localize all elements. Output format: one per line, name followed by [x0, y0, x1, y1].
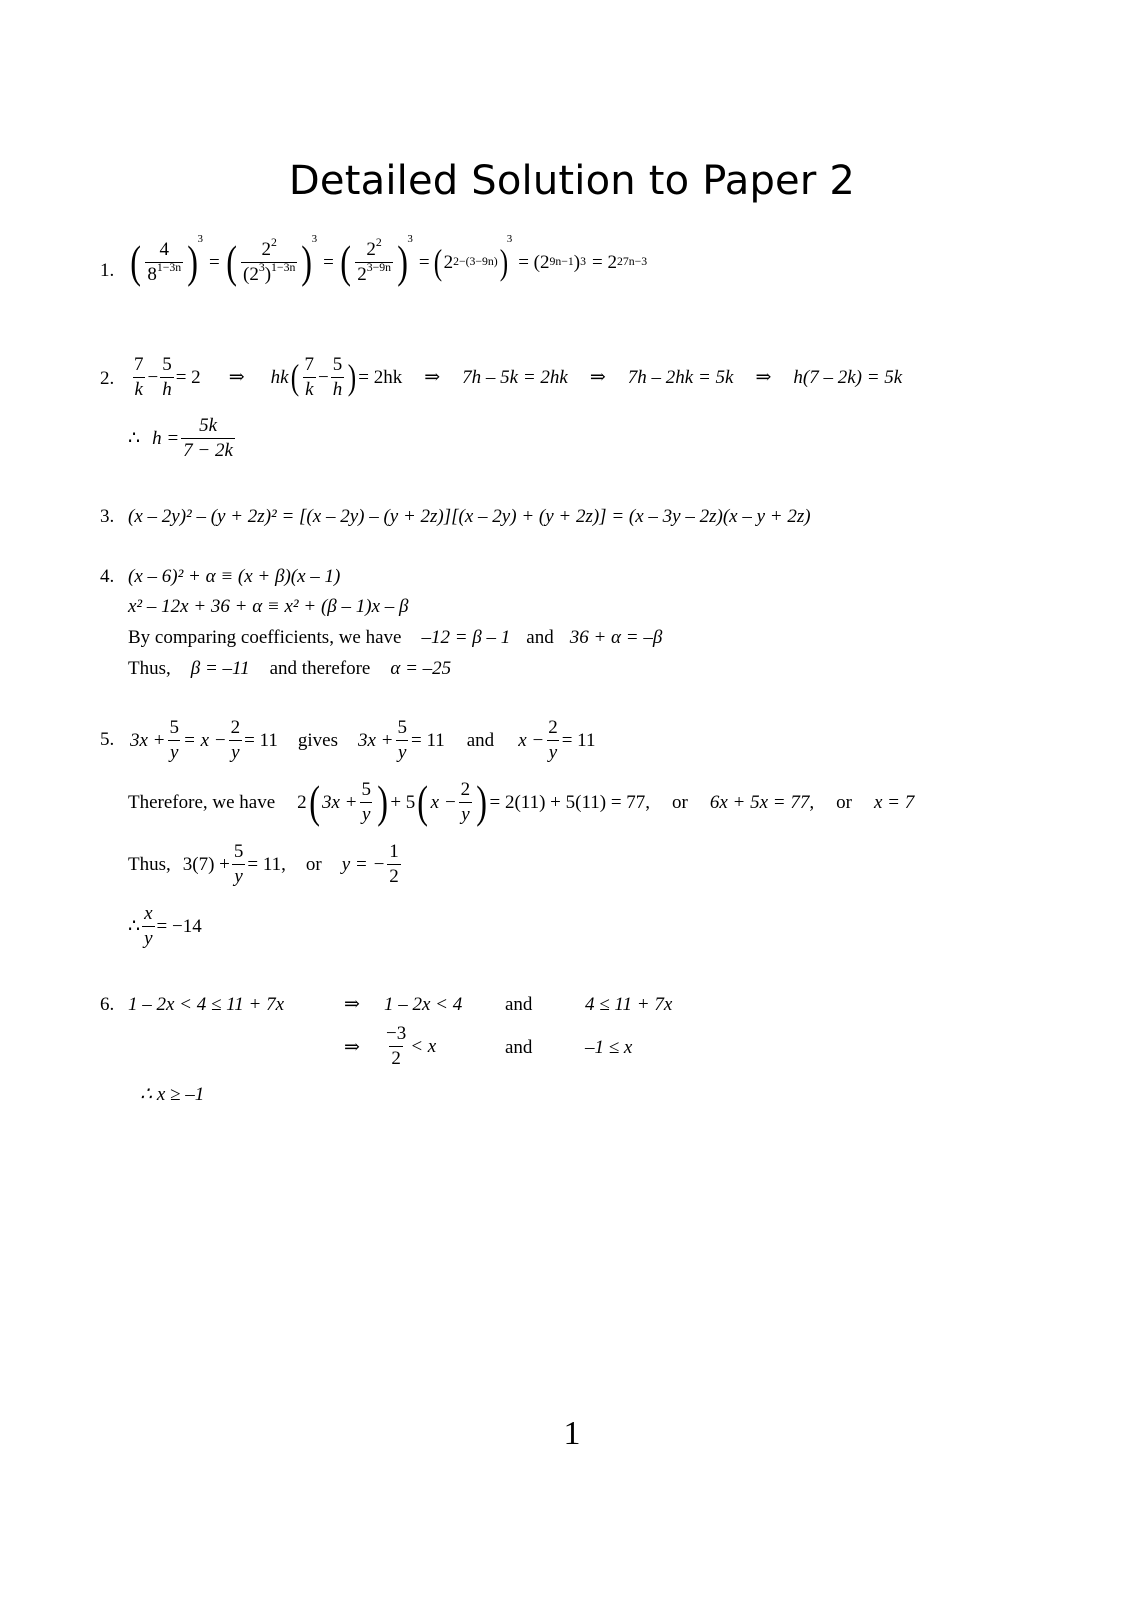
q6-arrow-2: ⇒ — [344, 1037, 360, 1058]
q5-line-1: 3x + $\frac{5}{y}$ = x − $\frac{2}{y}$ = 11 gives 3x + $\frac{5}{y}$ = 11 and x − $\frac{2}{y}$ = 11 — [130, 716, 596, 763]
q3-equation: (x – 2y)² – (y + 2z)² = [(x – 2y) – (y + 2z)][(x – 2y) + (y + 2z)] = (x – 3y – 2z)(x – y + 2z) — [128, 506, 811, 527]
q6-and-2: and — [505, 1037, 533, 1058]
q1-fraction-2: $\frac{2^2}{(2^3)^{1-3n}}$ — [243, 235, 296, 285]
q6-inequality: 1 – 2x < 4 ≤ 11 + 7x — [128, 994, 285, 1015]
q1-equation: ( $\frac{4}{8^{1-3n}}$ ) 3 = ( $\frac{2^2}{(2^3)^{1-3n}}$ ) 3 = ( $\frac{2^2}{2^{3-9n}}$ ) 3 = ( 2 2−(3−9n) ) 3 = (2 9n−1 ) 3 = 2 27n−3 — [130, 233, 648, 287]
q4-line-2: x² – 12x + 36 + α ≡ x² + (β – 1)x – β — [128, 596, 409, 617]
q4-line-3: By comparing coefficients, we have –12 = β – 1 and 36 + α = –β — [128, 627, 663, 648]
q1-number: 1. — [100, 260, 115, 281]
page-title: Detailed Solution to Paper 2 — [288, 158, 856, 204]
q6-part-3: $\frac{-3}{2}$ < x — [386, 1022, 437, 1069]
q5-line-4: ∴ $\frac{x}{y}$ = −14 — [128, 902, 202, 949]
q5-line-2: Therefore, we have 2 ( 3x + $\frac{5}{y}$ ) + 5 ( x − $\frac{2}{y}$ ) = 2(11) + 5(11) = 77, or 6x + 5x = 77, or x = 7 — [128, 776, 915, 827]
q6-part-2: 4 ≤ 11 + 7x — [585, 994, 673, 1015]
q1-fraction-3: $\frac{2^2}{2^{3-9n}}$ — [357, 235, 392, 285]
q4-line-1: (x – 6)² + α ≡ (x + β)(x – 1) — [128, 566, 341, 587]
q4-line-4: Thus, β = –11 and therefore α = –25 — [128, 658, 452, 679]
q4-number: 4. — [100, 566, 115, 587]
q6-conclusion: ∴ x ≥ –1 — [140, 1084, 205, 1105]
q5-line-3: Thus, 3(7) + $\frac{5}{y}$ = 11, or y = − $\frac{1}{2}$ — [128, 840, 399, 887]
q2-result: ∴ h = $\frac{5k}{7 - 2k}$ — [128, 414, 233, 461]
q2-number: 2. — [100, 368, 115, 389]
page-number: 1 — [563, 1415, 581, 1452]
q5-number: 5. — [100, 729, 115, 750]
q1-fraction-1: $\frac{4}{8^{1-3n}}$ — [147, 238, 182, 285]
q6-arrow-1: ⇒ — [344, 994, 360, 1015]
q6-number: 6. — [100, 994, 115, 1015]
q3-number: 3. — [100, 506, 115, 527]
q6-part-4: –1 ≤ x — [585, 1037, 633, 1058]
q6-and-1: and — [505, 994, 533, 1015]
q6-part-1: 1 – 2x < 4 — [384, 994, 463, 1015]
q2-equation: $\frac{7}{k}$ − $\frac{5}{h}$ = 2 ⇒ hk ( $\frac{7}{k}$ − $\frac{5}{h}$ ) = 2hk ⇒ 7h – 5k = 2hk ⇒ 7h – 2hk = 5k ⇒ h(7 – 2k) = 5k — [134, 353, 903, 400]
